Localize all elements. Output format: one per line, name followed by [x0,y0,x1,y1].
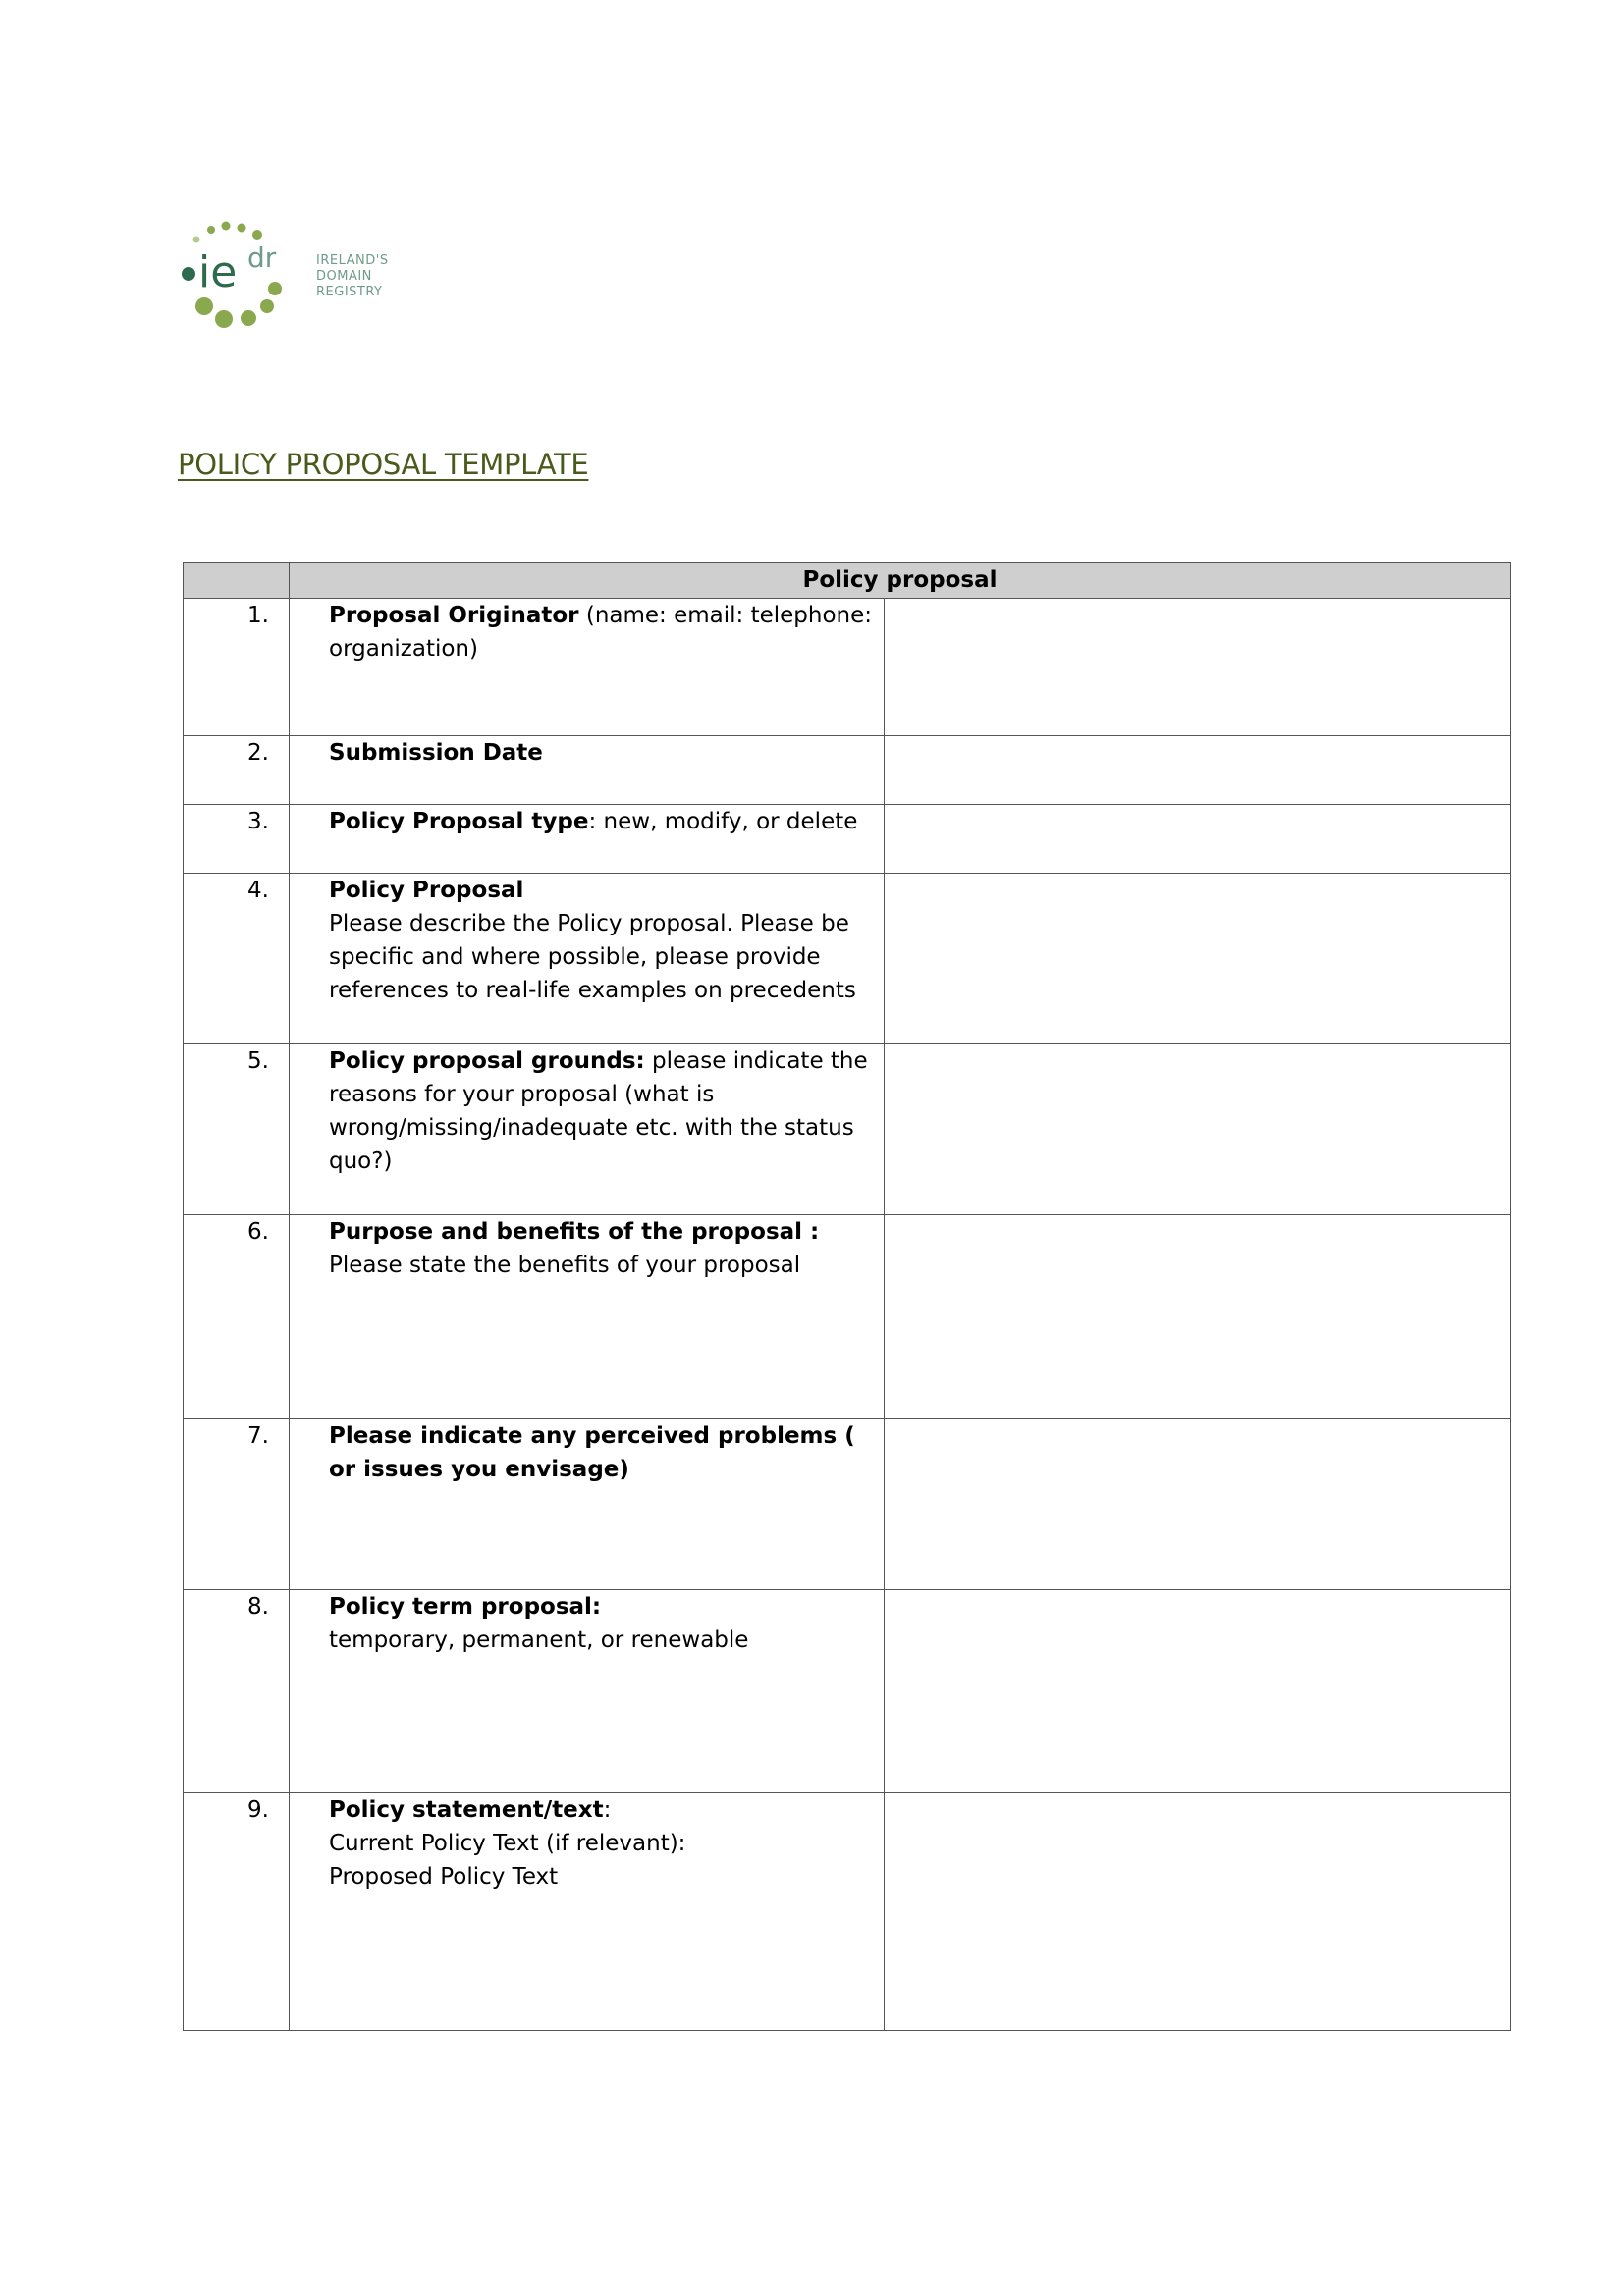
row-label-rest: (name: email: telephone: organization) [329,603,873,662]
row-value-field[interactable] [885,1215,1511,1419]
row-label-bold: Please indicate any perceived problems ( or issues you envisage) [329,1423,855,1482]
table-row [184,1419,1511,1590]
row-label [290,805,885,874]
row-number: 1. [184,599,290,736]
row-label [290,1793,885,2031]
row-label-heading [329,1215,874,1249]
row-number: 2. [184,736,290,805]
table-header-row [184,563,1511,599]
row-value-field[interactable] [885,1419,1511,1590]
row-label-heading [329,1044,874,1178]
row-value-field[interactable] [885,599,1511,736]
row-label [290,1215,885,1419]
row-label-line: Please describe the Policy proposal. Please be specific and where possible, please provide references to real-life examples on precedents [329,911,856,1003]
row-label-bold: Proposal Originator [329,603,579,628]
row-value-field[interactable] [885,1044,1511,1215]
row-label-heading [329,805,874,838]
row-label-line: Current Policy Text (if relevant): [329,1831,686,1856]
table-row [184,805,1511,874]
row-label-rest: : [603,1797,612,1823]
row-label [290,1044,885,1215]
row-label-rest: : new, modify, or delete [588,809,858,834]
logo-line-1: IRELAND'S [316,253,389,268]
row-label-bold: Policy statement/text [329,1797,604,1823]
row-label-bold: Policy Proposal [329,878,524,903]
row-label-bold: Purpose and benefits of the proposal : [329,1219,820,1245]
policy-table-container [183,562,1510,2031]
row-label-heading [329,874,874,907]
table-row [184,1215,1511,1419]
row-label-bold: Policy Proposal type [329,809,589,834]
row-number: 7. [184,1419,290,1590]
row-label [290,736,885,805]
row-label-bold: Policy term proposal: [329,1594,602,1620]
logo-line-3: REGISTRY [316,285,383,299]
row-label-bold: Submission Date [329,740,543,766]
row-label-bold: Policy proposal grounds: [329,1048,645,1074]
table-body [184,599,1511,2031]
row-label-line: Proposed Policy Text [329,1864,559,1890]
row-number: 4. [184,874,290,1044]
logo-wordmark [316,253,389,300]
table-row [184,1793,1511,2031]
page-title: POLICY PROPOSAL TEMPLATE [178,448,589,481]
iedr-logo [177,218,412,346]
table-row [184,1590,1511,1793]
row-number: 5. [184,1044,290,1215]
logo-line-2: DOMAIN [316,269,372,284]
row-value-field[interactable] [885,736,1511,805]
logo-mark [177,218,314,346]
row-label [290,1590,885,1793]
row-value-field[interactable] [885,1590,1511,1793]
logo-dr-text: dr [247,241,277,274]
row-label-heading [329,1590,874,1624]
row-label-line: temporary, permanent, or renewable [329,1628,749,1653]
row-number: 9. [184,1793,290,2031]
row-number: 3. [184,805,290,874]
row-label-line: Please state the benefits of your proposal [329,1253,801,1278]
row-label-heading [329,736,874,770]
table-header: Policy proposal [290,563,1511,599]
table-row [184,599,1511,736]
row-label-heading [329,1419,874,1486]
row-value-field[interactable] [885,805,1511,874]
row-label-rest: please indicate the reasons for your proposal (what is wrong/missing/inadequate etc. with the status quo?) [329,1048,868,1174]
row-number: 8. [184,1590,290,1793]
row-label-heading [329,1793,874,1827]
row-value-field[interactable] [885,1793,1511,2031]
table-row [184,736,1511,805]
row-label [290,599,885,736]
row-label [290,874,885,1044]
row-number: 6. [184,1215,290,1419]
table-row [184,874,1511,1044]
header-blank-cell [184,563,290,599]
table-row [184,1044,1511,1215]
policy-proposal-table [183,562,1511,2031]
logo-ie-text: ie [198,247,238,297]
row-label [290,1419,885,1590]
row-value-field[interactable] [885,874,1511,1044]
row-label-heading [329,599,874,666]
